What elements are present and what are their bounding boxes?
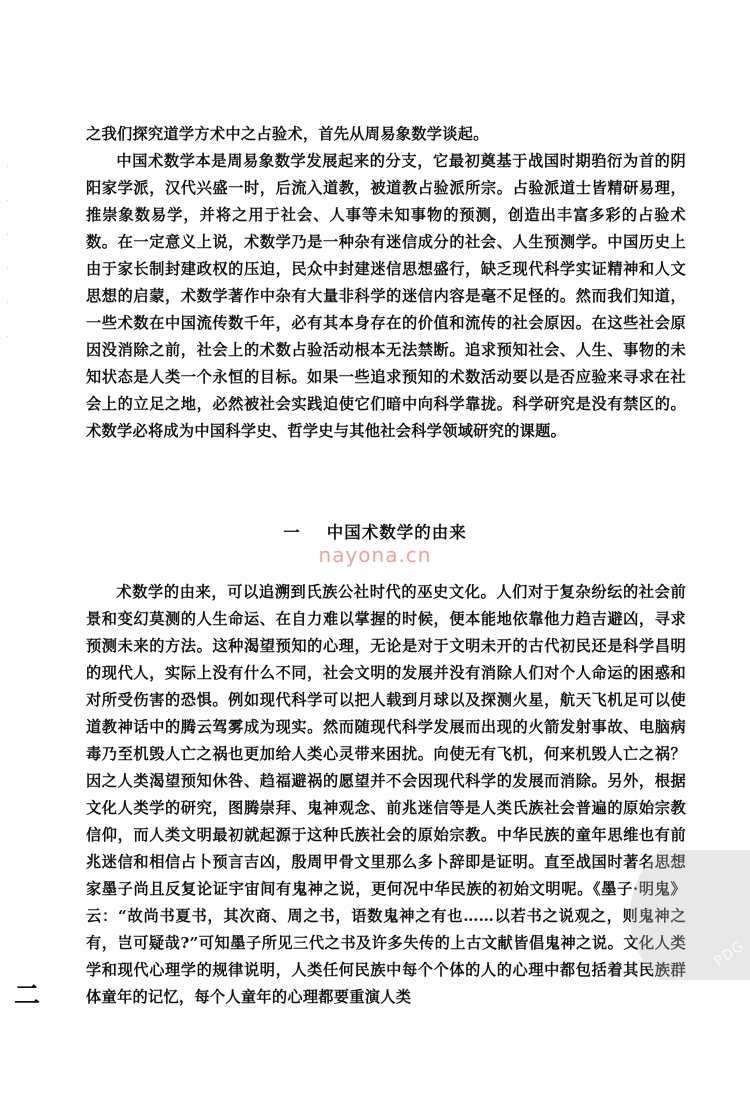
section-number: 一 <box>283 523 301 542</box>
watermark-url: nayona.cn <box>318 543 432 567</box>
stamp-label: PDG <box>711 937 748 971</box>
intro-paragraph-block <box>86 148 686 445</box>
section-heading <box>0 519 750 543</box>
section-title: 中国术数学的由来 <box>326 523 467 542</box>
paragraph-origin: 术数学的由来，可以追溯到氏族公社时代的巫史文化。人们对于复杂纷纭的社会前景和变幻莫测的人生命运、在自力难以掌握的时候，便本能地依靠他力趋吉避凶，寻求预测未来的方法。这种渴望预知的心理，无论是对于文明未开的古代初民还是科学昌明的现代人，实际上没有什么不同，社会文明的发展并没有消除人们对个人命运的困惑和对所受伤害的恐惧。例如现代科学可以把人载到月球以及探测火星，航天飞机足可以使道教神话中的腾云驾雾成为现实。然而随现代科学发展而出现的火箭发射事故、电脑病毒乃至机毁人亡之祸也更加给人类心灵带来困扰。向使无有飞机，何来机毁人亡之祸？因之人类渴望预知休咎、趋福避祸的愿望并不会因现代科学的发展而消除。另外，根据文化人类学的研究，图腾崇拜、鬼神观念、前兆迷信等是人类氏族社会普遍的原始宗教信仰，而人类文明最初就起源于这种氏族社会的原始宗教。中华民族的童年思维也有前兆迷信和相信占卜预言吉凶，殷周甲骨文里那么多卜辞即是证明。直至战国时著名思想家墨子尚且反复论证宇宙间有鬼神之说，更何况中华民族的初始文明呢。《墨子·明鬼》云：“故尚书夏书，其次商、周之书，语数鬼神之有也……以若书之说观之，则鬼神之有，岂可疑哉?”可知墨子所见三代之书及许多失传的上古文献皆倡鬼神之说。文化人类学和现代心理学的规律说明，人类任何民族中每个个体的人的心理中都包括着其民族群体童年的记忆，每个人童年的心理都要重演人类 <box>86 583 686 1006</box>
section-body-block <box>86 579 686 1011</box>
page-number: 二 <box>14 981 41 1011</box>
corner-watermark-stamp <box>620 850 750 980</box>
paragraph-continuation: 之我们探究道学方术中之占验术，首先从周易象数学谈起。 <box>86 125 489 143</box>
margin-scan-marks: · · · · · · <box>6 160 10 343</box>
paragraph-intro: 中国术数学本是周易象数学发展起来的分支，它最初奠基于战国时期驺衍为首的阴阳家学派，汉代兴盛一时，后流入道教，被道教占验派所宗。占验派道士皆精研易理，推崇象数易学，并将之用于社会、人事等未知事物的预测，创造出丰富多彩的占验术数。在一定意义上说，术数学乃是一种杂有迷信成分的社会、人生预测学。中国历史上由于家长制封建政权的压迫，民众中封建迷信思想盛行，缺乏现代科学实证精神和人文思想的启蒙，术数学著作中杂有大量非科学的迷信内容是毫不足怪的。然而我们知道，一些术数在中国流传数千年，必有其本身存在的价值和流传的社会原因。在这些社会原因没消除之前，社会上的术数占验活动根本无法禁断。追求预知社会、人生、事物的未知状态是人类一个永恒的目标。如果一些追求预知的术数活动要以是否应验来寻求在社会上的立足之地，必然被社会实践迫使它们暗中向科学靠拢。科学研究是没有禁区的。术数学必将成为中国科学史、哲学史与其他社会科学领域研究的课题。 <box>86 152 686 440</box>
opening-line <box>86 121 686 148</box>
